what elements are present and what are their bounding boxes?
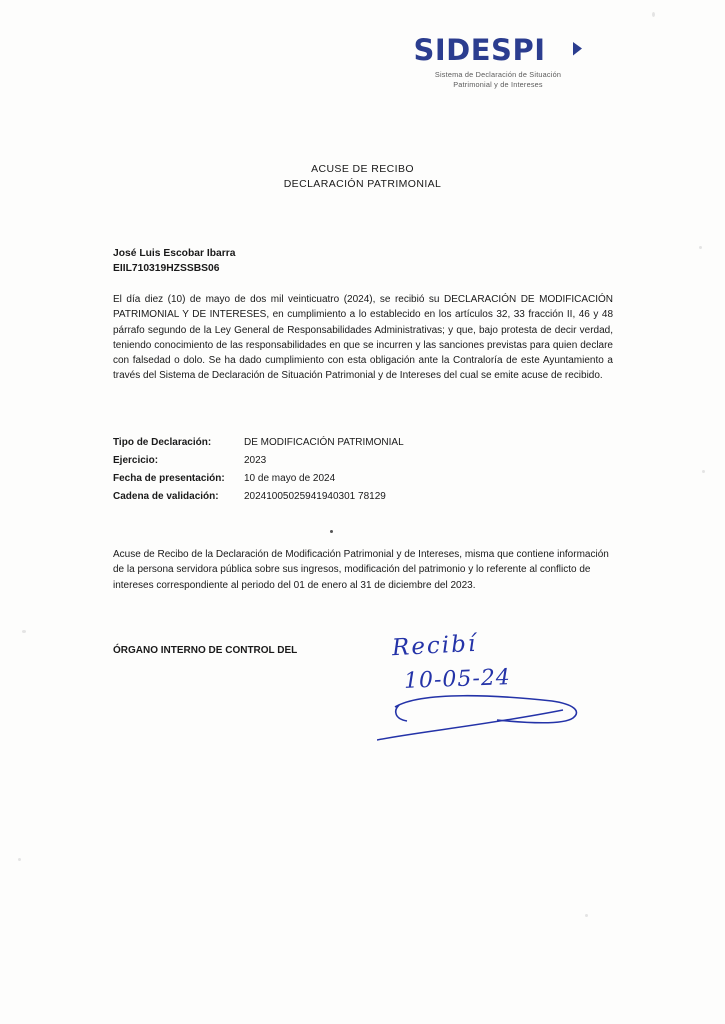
field-label: Ejercicio:	[113, 455, 159, 466]
sidespi-logo	[383, 30, 613, 90]
arrow-right-icon	[549, 30, 583, 64]
logo-subtitle	[383, 70, 613, 90]
logo-brand-text: SIDESPI	[413, 33, 546, 67]
declaration-fields	[113, 437, 613, 509]
scan-speck	[18, 858, 21, 861]
scan-speck	[330, 530, 333, 533]
logo-subtitle-line2: Patrimonial y de Intereses	[453, 80, 543, 89]
field-label: Cadena de validación:	[113, 491, 219, 502]
signature-rubric	[377, 685, 607, 745]
declarant-block	[113, 247, 613, 276]
scan-speck	[22, 630, 26, 633]
organ-label: ÓRGANO INTERNO DE CONTROL DEL	[113, 645, 298, 656]
field-label: Fecha de presentación:	[113, 473, 225, 484]
scan-speck	[699, 246, 702, 249]
table-row	[113, 473, 613, 484]
scan-speck	[652, 12, 655, 17]
table-row	[113, 437, 613, 448]
field-label: Tipo de Declaración:	[113, 437, 212, 448]
page-title-line2: DECLARACIÓN PATRIMONIAL	[283, 178, 442, 190]
logo-subtitle-line1: Sistema de Declaración de Situación	[434, 70, 562, 79]
logo-wordmark	[414, 30, 583, 67]
handwritten-date: 10-05-24	[403, 665, 512, 694]
handwritten-recibi: Recibí	[391, 630, 478, 662]
field-value: DE MODIFICACIÓN PATRIMONIAL	[244, 437, 404, 448]
signature-area	[382, 625, 612, 745]
table-row	[113, 455, 613, 466]
field-value: 2023	[244, 455, 267, 466]
field-value: 10 de mayo de 2024	[244, 473, 336, 484]
note-paragraph: Acuse de Recibo de la Declaración de Modificación Patrimonial y de Intereses, misma que contiene información de la persona servidora pública sobre sus ingresos, modificación del patrimonio y lo referente al conflicto de intereses correspondiente al periodo del 01 de enero al 31 de diciembre del 2023.	[113, 549, 609, 591]
declarant-name: José Luis Escobar Ibarra	[113, 248, 236, 259]
field-value: 20241005025941940301 78129	[244, 491, 386, 502]
page-title	[0, 162, 725, 192]
scan-speck	[702, 470, 705, 473]
page-title-line1: ACUSE DE RECIBO	[311, 163, 414, 175]
scan-speck	[585, 914, 588, 917]
table-row	[113, 491, 613, 502]
declarant-curp: EIIL710319HZSSBS06	[113, 262, 220, 274]
body-paragraph: El día diez (10) de mayo de dos mil veinticuatro (2024), se recibió su DECLARACIÓN DE MODIFICACIÓN PATRIMONIAL Y DE INTERESES, en cumplimiento a lo establecido en los artículos 32, 33 fracción II, 46 y 48 párrafo segundo de la Ley General de Responsabilidades Administrativas; y que, bajo protesta de decir verdad, teniendo conocimiento de las responsabilidades en que se incurren y las sanciones previstas para quien declare con falsedad o dolo. Se ha dado cumplimiento con esta obligación ante la Contraloría de este Ayuntamiento a través del Sistema de Declaración de Situación Patrimonial y de Intereses del cual se emite acuse de recibido.	[113, 294, 613, 382]
